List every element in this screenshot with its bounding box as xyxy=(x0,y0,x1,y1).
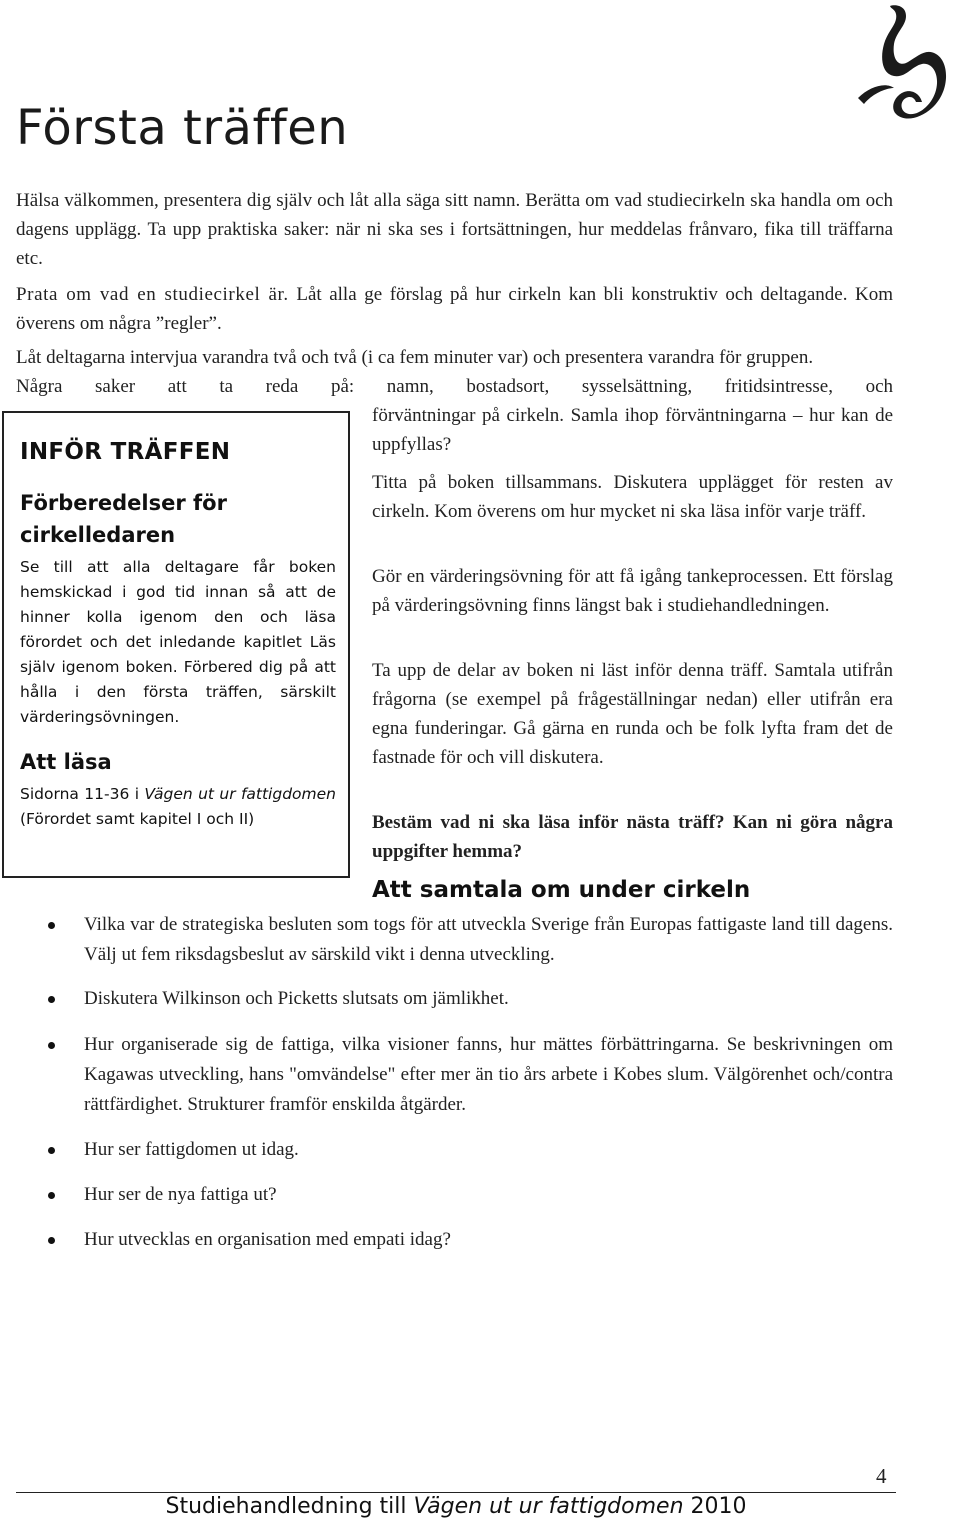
intro-paragraph-4-line-1: Några saker att ta reda på: namn, bostadsort, sysselsättning, fritidsintresse, och xyxy=(16,376,893,397)
bullet-icon xyxy=(48,996,55,1003)
list-item xyxy=(84,1180,893,1210)
intro-paragraph-1: Hälsa välkommen, presentera dig själv och låt alla säga sitt namn. Berätta om vad studiecirkeln ska handla om och dagens upplägg. Ta upp praktiska saker: när ni ska ses i fortsättningen, hur meddelas frånvaro, fika till träffarna etc. xyxy=(16,190,893,269)
page-footer xyxy=(16,1492,896,1522)
list-item-text: Hur organiserade sig de fattiga, vilka visioner fanns, hur mättes förbättringarna. Se beskrivningen om Kagawas utveckling, hans "omvändelse" efter mer än tio års arbete i Kobes slum. Välgörenhet och/contra rättfärdighet. Strukturer framför enskilda åtgärder. xyxy=(84,1034,893,1115)
page-title: Första träffen xyxy=(16,100,349,156)
right-column-paragraph-4: Bestäm vad ni ska läsa inför nästa träff? Kan ni göra några uppgifter hemma? xyxy=(372,812,893,862)
discussion-heading: Att samtala om under cirkeln xyxy=(372,877,751,903)
list-item xyxy=(84,1225,893,1255)
infor-traffen-sidebar xyxy=(2,411,350,878)
list-item-text: Hur ser de nya fattiga ut? xyxy=(84,1184,277,1205)
sidebar-read-prefix: Sidorna 11-36 i xyxy=(20,785,145,803)
bullet-icon xyxy=(48,1147,55,1154)
page-number: 4 xyxy=(876,1464,887,1488)
list-item xyxy=(84,1030,893,1120)
sidebar-read-book-title: Vägen ut ur fattigdomen xyxy=(144,785,336,803)
intro-paragraph-2-lead: Prata om vad en studiecirkel är. xyxy=(16,284,289,305)
list-item-text: Hur utvecklas en organisation med empati idag? xyxy=(84,1229,451,1250)
bullet-icon xyxy=(48,1192,55,1199)
footer-prefix: Studiehandledning till xyxy=(165,1494,414,1519)
sidebar-read-suffix: (Förordet samt kapitel I och II) xyxy=(20,810,255,828)
list-item xyxy=(84,910,893,970)
right-column-paragraph-1: Titta på boken tillsammans. Diskutera upplägget för resten av cirkeln. Kom överens om hur mycket ni ska läsa inför varje träff. xyxy=(372,472,893,522)
sidebar-prep-text: Se till att alla deltagare får boken hemskickad i god tid innan så att de hinner kolla igenom den och läsa förordet och det inledande kapitlet Läs själv igenom boken. Förbered dig på att hålla i den första träffen, särskilt värderingsövningen. xyxy=(20,558,336,726)
list-item-text: Hur ser fattigdomen ut idag. xyxy=(84,1139,299,1160)
intro-paragraph-3: Låt deltagarna intervjua varandra två och två (i ca fem minuter var) och presentera varandra för gruppen. xyxy=(16,347,814,368)
footer-book-title: Vägen ut ur fattigdomen xyxy=(413,1494,684,1519)
bullet-icon xyxy=(48,922,55,929)
bullet-icon xyxy=(48,1237,55,1244)
list-item-text: Vilka var de strategiska besluten som togs för att utveckla Sverige från Europas fattigaste land till dagens. Välj ut fem riksdagsbeslut av särskild vikt i denna utveckling. xyxy=(84,914,893,965)
list-item xyxy=(84,1135,893,1165)
discussion-list xyxy=(84,910,893,1255)
sidebar-heading: INFÖR TRÄFFEN xyxy=(20,439,231,465)
intro-paragraph-2-rest: Låt alla ge förslag på hur cirkeln kan bli konstruktiv och deltagande. Kom överens om några ”regler”. xyxy=(16,284,894,334)
right-column-paragraph-3: Ta upp de delar av boken ni läst inför denna träff. Samtala utifrån frågorna (se exempel på frågeställningar nedan) eller utifrån era egna funderingar. Gå gärna en runda och be folk lyfta fram det de fastnade för och vill diskutera. xyxy=(372,660,893,768)
intro-paragraph-2 xyxy=(16,280,893,338)
sidebar-subheading: Förberedelser för cirkelledaren xyxy=(20,491,227,547)
list-item-text: Diskutera Wilkinson och Picketts slutsats om jämlikhet. xyxy=(84,988,509,1009)
bullet-icon xyxy=(48,1042,55,1049)
intro-paragraph-4-line-2: förväntningar på cirkeln. Samla ihop förväntningarna – hur kan de uppfyllas? xyxy=(372,405,893,455)
sidebar-read-heading: Att läsa xyxy=(20,750,112,774)
calligraphic-b-logo-icon xyxy=(846,2,958,130)
footer-year: 2010 xyxy=(683,1494,747,1519)
sidebar-read-text xyxy=(20,782,336,832)
list-item xyxy=(84,984,893,1014)
right-column-paragraph-2: Gör en värderingsövning för att få igång tankeprocessen. Ett förslag på värderingsövning finns längst bak i studiehandledningen. xyxy=(372,566,893,616)
